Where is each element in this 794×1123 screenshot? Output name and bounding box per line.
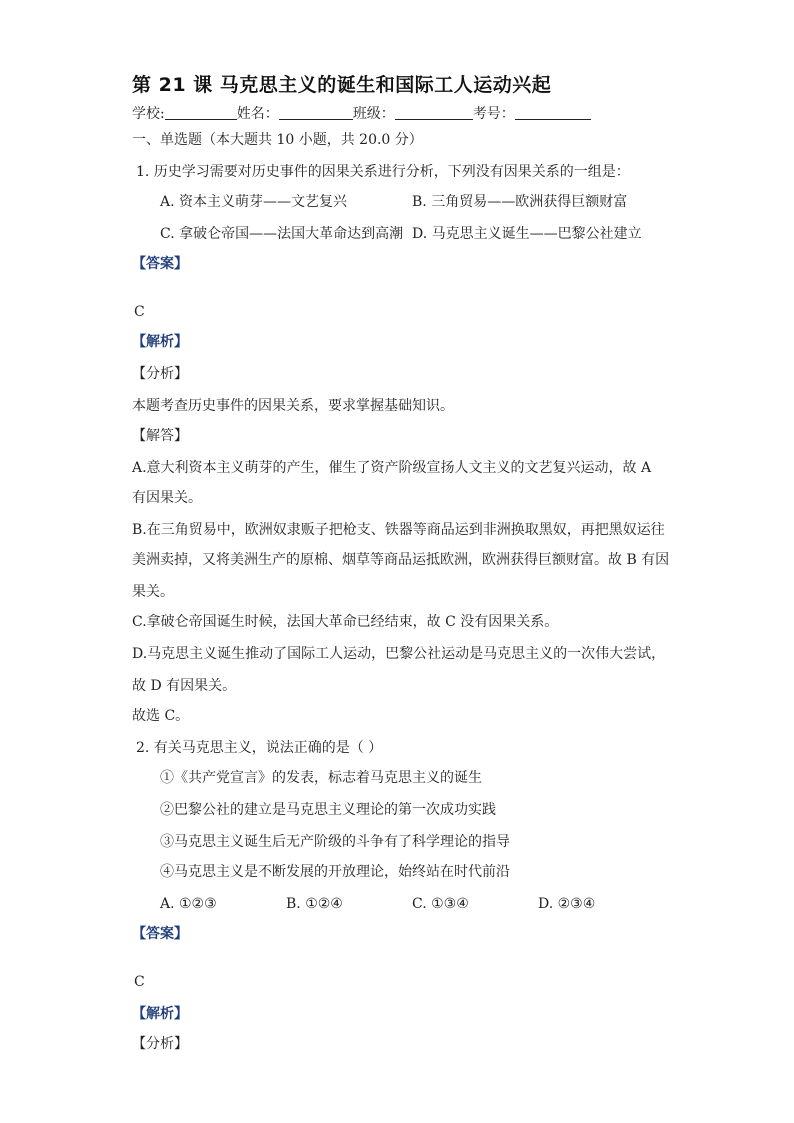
q2-answer-tag: 【答案】 <box>132 926 188 942</box>
school-blank <box>165 105 237 120</box>
q1-solution-line: A.意大利资本主义萌芽的产生，催生了资产阶级宣扬人文主义的文艺复兴运动，故 A <box>132 460 652 476</box>
name-label: 姓名： <box>236 106 279 122</box>
exam-no-label: 考号： <box>472 106 515 122</box>
exam-no-blank <box>515 105 591 120</box>
q1-option-b: B. 三角贸易——欧洲获得巨额财富 <box>412 194 628 210</box>
q1-answer-tag: 【答案】 <box>132 256 188 272</box>
q2-statement: ②巴黎公社的建立是马克思主义理论的第一次成功实践 <box>160 802 496 818</box>
q1-solution-line: B.在三角贸易中，欧洲奴隶贩子把枪支、铁器等商品运到非洲换取黑奴，再把黑奴运往 <box>132 522 665 538</box>
q1-answer: C <box>134 304 145 320</box>
q2-option-b: B. ①②④ <box>286 896 343 912</box>
class-label: 班级： <box>352 106 395 122</box>
q1-analysis-tag: 【分析】 <box>132 366 188 382</box>
q1-stem: 1. 历史学习需要对历史事件的因果关系进行分析，下列没有因果关系的一组是： <box>136 164 630 180</box>
q1-solution-line: D.马克思主义诞生推动了国际工人运动，巴黎公社运动是马克思主义的一次伟大尝试， <box>132 646 666 662</box>
q1-solution-line: C.拿破仑帝国诞生时候，法国大革命已经结束，故 C 没有因果关系。 <box>132 614 559 630</box>
school-label: 学校: <box>132 106 165 122</box>
q2-answer: C <box>134 974 145 990</box>
q1-solution-line: 有因果关。 <box>132 490 202 506</box>
page-title: 第 21 课 马克思主义的诞生和国际工人运动兴起 <box>132 74 552 96</box>
q1-option-a: A. 资本主义萌芽——文艺复兴 <box>160 194 348 210</box>
q2-stem: 2. 有关马克思主义，说法正确的是（ ） <box>136 740 383 756</box>
q1-solution-line: 果关。 <box>132 584 174 600</box>
q1-option-d: D. 马克思主义诞生——巴黎公社建立 <box>412 226 642 242</box>
q2-statement: ③马克思主义诞生后无产阶级的斗争有了科学理论的指导 <box>160 834 510 850</box>
q2-option-a: A. ①②③ <box>160 896 217 912</box>
q2-option-c: C. ①③④ <box>412 896 469 912</box>
student-info-row <box>132 104 591 124</box>
q1-option-c: C. 拿破仑帝国——法国大革命达到高潮 <box>160 226 404 242</box>
q1-solution-tag: 【解答】 <box>132 428 188 444</box>
q2-statement: ④马克思主义是不断发展的开放理论，始终站在时代前沿 <box>160 864 510 880</box>
q2-analysis-tag: 【分析】 <box>132 1036 188 1052</box>
q2-statement: ①《共产党宣言》的发表，标志着马克思主义的诞生 <box>160 770 482 786</box>
q1-analysis: 本题考查历史事件的因果关系，要求掌握基础知识。 <box>132 398 454 414</box>
q1-solution-line: 美洲卖掉，又将美洲生产的原棉、烟草等商品运抵欧洲，欧洲获得巨额财富。故 B 有因 <box>132 552 670 568</box>
name-blank <box>279 105 353 120</box>
section-heading: 一、单选题（本大题共 10 小题，共 20.0 分） <box>132 132 423 148</box>
q1-explain-tag: 【解析】 <box>132 334 188 350</box>
q1-solution-line: 故选 C。 <box>132 708 190 724</box>
class-blank <box>395 105 473 120</box>
q2-option-d: D. ②③④ <box>538 896 596 912</box>
q2-explain-tag: 【解析】 <box>132 1006 188 1022</box>
q1-solution-line: 故 D 有因果关。 <box>132 678 237 694</box>
